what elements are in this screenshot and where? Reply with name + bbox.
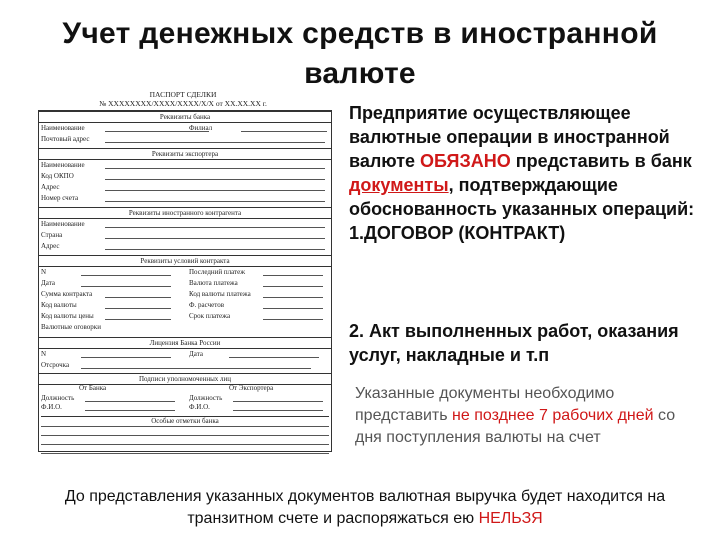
- doc-field: Должность: [189, 394, 222, 403]
- doc-field: Код валюты цены: [41, 312, 94, 321]
- doc-field: Наименование: [41, 161, 329, 170]
- doc-number: № XXXXXXXX/XXXX/XXXX/X/X от XX.XX.XX г.: [99, 99, 267, 108]
- item-acts: 2. Акт выполненных работ, оказания услуг, накладные и т.п: [349, 321, 679, 365]
- doc-section-bank-notes: Особые отметки банка: [41, 417, 329, 427]
- doc-field: Код валюты: [41, 301, 77, 310]
- doc-section-foreign: Реквизиты иностранного контрагента: [39, 207, 331, 219]
- title-line-2: валюте: [304, 57, 416, 90]
- forbidden-highlight: НЕЛЬЗЯ: [478, 510, 543, 527]
- doc-field: Код ОКПО: [41, 172, 329, 181]
- transit-account-note: До представления указанных документов валютная выручка будет находится на транзитном счете и распоряжаться ею НЕЛЬЗЯ: [64, 488, 666, 527]
- doc-section-exporter: Реквизиты экспортера: [39, 148, 331, 160]
- doc-field: Ф. расчетов: [189, 301, 224, 310]
- obliged-highlight: ОБЯЗАНО: [420, 151, 511, 171]
- doc-field: Дата: [189, 350, 203, 359]
- item-contract: 1.ДОГОВОР (КОНТРАКТ): [349, 223, 566, 243]
- slide-title: [20, 14, 700, 94]
- doc-section-bank: Реквизиты банка: [39, 111, 331, 123]
- doc-field: Срок платежа: [189, 312, 230, 321]
- doc-heading: ПАСПОРТ СДЕЛКИ: [149, 90, 217, 99]
- doc-field: Дата: [41, 279, 55, 288]
- doc-field: Ф.И.О.: [189, 403, 210, 412]
- doc-field: Адрес: [41, 183, 329, 192]
- doc-field: Валютные оговорки: [41, 323, 101, 331]
- deadline-highlight: не позднее 7 рабочих дней: [452, 407, 654, 424]
- doc-sign-head-bank: От Банка: [79, 384, 107, 392]
- doc-field: Сумма контракта: [41, 290, 92, 299]
- doc-field: Должность: [41, 394, 74, 403]
- doc-field: Адрес: [41, 242, 329, 251]
- doc-frame: [38, 110, 332, 452]
- documents-highlight: документы: [349, 175, 449, 195]
- doc-field: N: [41, 268, 46, 277]
- deadline-note: Указанные документы необходимо представить не позднее 7 рабочих дней со дня поступления валюты на счет: [355, 385, 676, 446]
- doc-field: Номер счета: [41, 194, 329, 203]
- doc-section-signatures: Подписи уполномоченных лиц: [39, 373, 331, 385]
- deal-passport-document-image: [32, 90, 334, 452]
- doc-field: Ф.И.О.: [41, 403, 62, 412]
- doc-field: Филиал: [189, 124, 212, 133]
- doc-section-contract: Реквизиты условий контракта: [39, 255, 331, 267]
- doc-field: Страна: [41, 231, 329, 240]
- doc-bank-notes-grid: [41, 416, 329, 450]
- doc-field: Отсрочка: [41, 361, 69, 370]
- doc-field: Код валюты платежа: [189, 290, 251, 299]
- doc-field: Наименование: [41, 124, 329, 133]
- doc-field: Почтовый адрес: [41, 135, 329, 144]
- doc-section-license: Лицензия Банка России: [39, 337, 331, 349]
- doc-field: N: [41, 350, 46, 359]
- title-line-1: Учет денежных средств в иностранной: [62, 17, 658, 50]
- doc-field: Последний платеж: [189, 268, 245, 277]
- doc-field: Наименование: [41, 220, 329, 229]
- obligation-text: Предприятие осуществляющее валютные операции в иностранной валюте ОБЯЗАНО представить в банк документы, подтверждающие обоснованность указанных операций: 1.ДОГОВОР (КОНТРАКТ): [349, 103, 695, 243]
- doc-field: Валюта платежа: [189, 279, 238, 288]
- doc-sign-head-exporter: От Экспортера: [229, 384, 274, 392]
